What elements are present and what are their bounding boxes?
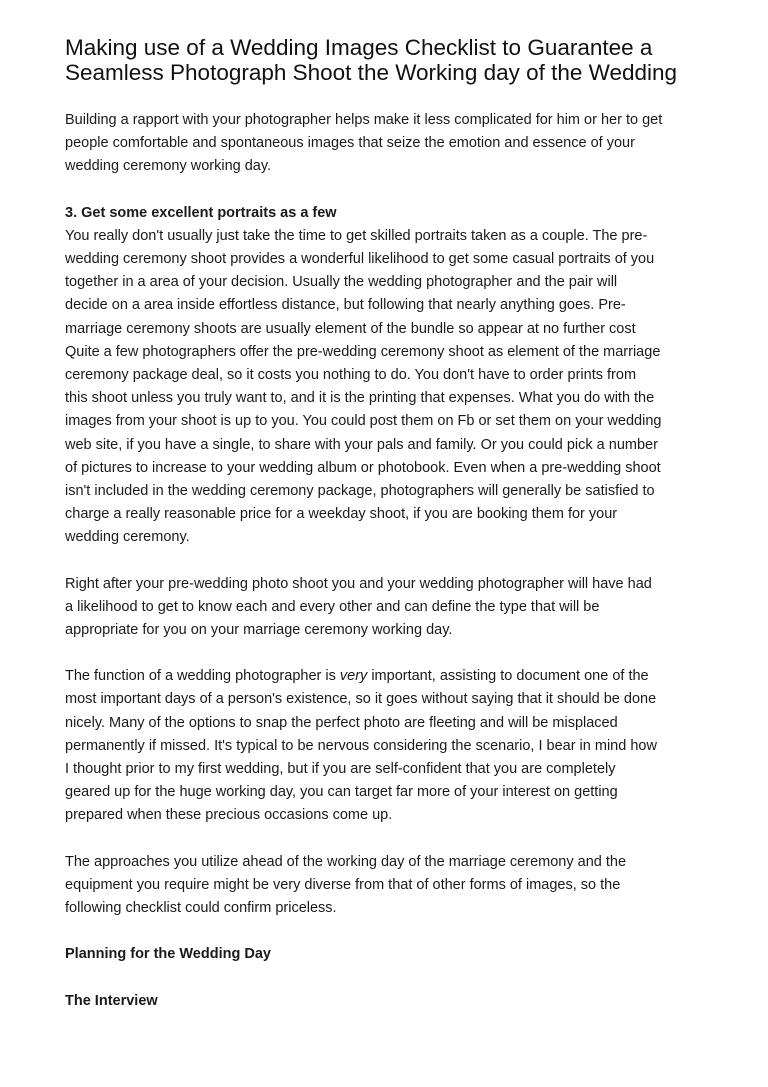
text-line: I thought prior to my first wedding, but if you are self-confident that you are completely: [65, 761, 616, 778]
approaches-paragraph: [65, 851, 715, 921]
text-line: geared up for the huge working day, you can target far more of your interest on getting: [65, 784, 618, 801]
text-line: equipment you require might be very diverse from that of other forms of images, so the: [65, 876, 621, 893]
text-line: Building a rapport with your photographer helps make it less complicated for him or her to get: [65, 112, 663, 128]
emphasis-text: very: [339, 668, 368, 685]
text-line: You really don't usually just take the time to get skilled portraits taken as a couple. The pre-: [65, 227, 648, 244]
interview-heading: The Interview: [65, 992, 158, 1009]
text-line: prepared when these precious occasions come up.: [65, 807, 393, 824]
document-title: [65, 35, 725, 85]
text-line: together in a area of your decision. Usually the wedding photographer and the pair will: [65, 274, 618, 291]
text-line: marriage ceremony shoots are usually element of the bundle so appear at no further cost: [65, 320, 636, 337]
text-line: people comfortable and spontaneous images that seize the emotion and essence of your: [65, 135, 635, 152]
text-line: ceremony package deal, so it costs you nothing to do. You don't have to order prints from: [65, 367, 637, 384]
text-line: charge a really reasonable price for a weekday shoot, if you are booking them for your: [65, 506, 618, 523]
text-line: [65, 665, 715, 688]
text-line: images from your shoot is up to you. You could post them on Fb or set them on your wedding: [65, 413, 662, 430]
text-line: this shoot unless you truly want to, and it is the printing that expenses. What you do with the: [65, 390, 655, 407]
text-line: nicely. Many of the options to snap the perfect photo are fleeting and will be misplaced: [65, 714, 618, 731]
text-line: appropriate for you on your marriage ceremony working day.: [65, 622, 453, 639]
text-line: wedding ceremony.: [65, 529, 190, 546]
text-line: wedding ceremony working day.: [65, 158, 272, 175]
portraits-paragraph: [65, 225, 715, 550]
text-line: following checklist could confirm priceless.: [65, 900, 337, 917]
title-line: Making use of a Wedding Images Checklist to Guarantee a: [65, 35, 653, 60]
intro-paragraph: [65, 109, 715, 179]
after-shoot-paragraph: [65, 573, 715, 643]
section-heading: 3. Get some excellent portraits as a few: [65, 204, 337, 221]
text-fragment: important, assisting to document one of the: [367, 668, 649, 685]
text-line: most important days of a person's existence, so it goes without saying that it should be done: [65, 691, 657, 708]
text-line: The approaches you utilize ahead of the working day of the marriage ceremony and the: [65, 853, 627, 870]
title-line: Seamless Photograph Shoot the Working day of the Wedding: [65, 60, 678, 85]
function-paragraph: [65, 665, 715, 827]
text-line: web site, if you have a single, to share with your pals and family. Or you could pick a number: [65, 436, 658, 453]
text-fragment: The function of a wedding photographer is: [65, 668, 340, 685]
text-line: Quite a few photographers offer the pre-wedding ceremony shoot as element of the marriage: [65, 343, 661, 360]
planning-heading: Planning for the Wedding Day: [65, 946, 271, 963]
text-line: isn't included in the wedding ceremony package, photographers will generally be satisfied to: [65, 483, 655, 500]
text-line: of pictures to increase to your wedding album or photobook. Even when a pre-wedding shoot: [65, 459, 661, 476]
text-line: wedding ceremony shoot provides a wonderful likelihood to get some casual portraits of you: [65, 251, 655, 268]
document-body: [65, 109, 715, 1013]
text-line: decide on a area inside effortless distance, but following that nearly anything goes. Pre-: [65, 297, 626, 314]
text-line: Right after your pre-wedding photo shoot you and your wedding photographer will have had: [65, 575, 652, 592]
text-line: permanently if missed. It's typical to be nervous considering the scenario, I bear in mind how: [65, 737, 657, 754]
text-line: a likelihood to get to know each and every other and can define the type that will be: [65, 598, 600, 615]
